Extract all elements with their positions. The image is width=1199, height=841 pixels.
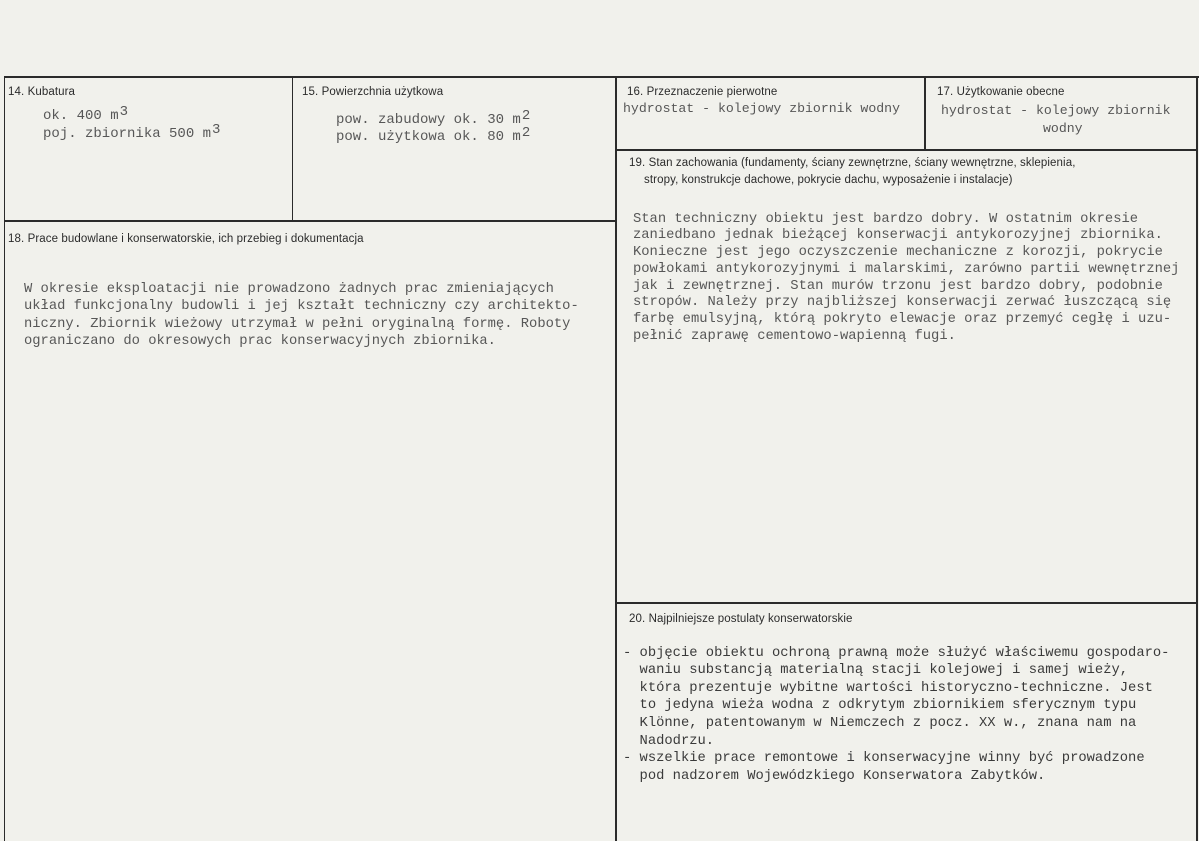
powierzchnia-value-2-text: pow. użytkowa ok. 80 m xyxy=(336,129,521,145)
stan-line: Konieczne jest jego oczyszczenie mechaniczne z korozji, pokrycie xyxy=(633,245,1163,261)
stan-line: stropów. Należy przy najbliższej konserwacji zerwać łuszczącą się xyxy=(633,295,1172,311)
right-border xyxy=(1196,77,1198,841)
uzytkowanie-label: 17. Użytkowanie obecne xyxy=(937,86,1065,98)
postulaty-line: Klönne, patentowanym w Niemczech z pocz. XX w., znana nam na xyxy=(623,715,1137,731)
postulaty-line: która prezentuje wybitne wartości historyczno-techniczne. Jest xyxy=(623,680,1153,696)
stan-line: pełnić zaprawę cementowo-wapienną fugi. xyxy=(633,328,956,344)
top-rule xyxy=(4,76,1199,78)
uzytkowanie-value-2: wodny xyxy=(1043,121,1083,136)
rule-below-19 xyxy=(616,602,1198,604)
stan-line: powłokami antykorozyjnymi i malarskimi, zarówno partii wewnętrznej xyxy=(633,261,1180,277)
powierzchnia-value-1 xyxy=(336,108,531,128)
postulaty-label: 20. Najpilniejsze postulaty konserwatorskie xyxy=(629,613,853,625)
uzytkowanie-value-1: hydrostat - kolejowy zbiornik xyxy=(941,103,1171,118)
powierzchnia-value-1-sup: 2 xyxy=(521,108,531,124)
kubatura-label: 14. Kubatura xyxy=(8,86,76,98)
prace-text xyxy=(24,263,579,386)
przeznaczenie-label: 16. Przeznaczenie pierwotne xyxy=(627,86,778,98)
postulaty-line: to jedyna wieża wodna z odkrytym zbiornikiem sferycznym typu xyxy=(623,698,1137,714)
prace-line: niczny. Zbiornik wieżowy utrzymał w pełni oryginalną formę. Roboty xyxy=(24,316,571,332)
postulaty-line: pod nadzorem Wojewódzkiego Konserwatora Zabytków. xyxy=(623,768,1046,784)
prace-line: W okresie eksploatacji nie prowadzono żadnych prac zmieniających xyxy=(24,281,554,297)
stan-line: farbę emulsyjną, którą pokryto elewacje oraz przemyć cegłę i uzu- xyxy=(633,311,1172,327)
stan-label-line-1: 19. Stan zachowania (fundamenty, ściany zewnętrzne, ściany wewnętrzne, sklepienia, xyxy=(629,157,1076,169)
kubatura-value-1-sup: 3 xyxy=(119,104,129,120)
przeznaczenie-value: hydrostat - kolejowy zbiornik wodny xyxy=(623,101,900,116)
powierzchnia-label: 15. Powierzchnia użytkowa xyxy=(302,86,444,98)
kubatura-value-2 xyxy=(43,122,221,142)
divider-14-15 xyxy=(292,77,293,221)
postulaty-text xyxy=(623,627,1169,821)
prace-line: układ funkcjonalny budowli i jej kształt techniczny czy architekto- xyxy=(24,299,579,314)
left-border xyxy=(4,76,5,841)
stan-line: Stan techniczny obiektu jest bardzo dobry. W ostatnim okresie xyxy=(633,211,1139,227)
prace-line: ograniczano do okresowych prac konserwacyjnych zbiornika. xyxy=(24,334,496,349)
center-divider xyxy=(615,77,617,841)
kubatura-value-2-text: poj. zbiornika 500 m xyxy=(43,126,212,142)
kubatura-value-1-text: ok. 400 m xyxy=(43,108,119,124)
stan-label-line-2: stropy, konstrukcje dachowe, pokrycie dachu, wyposażenie i instalacje) xyxy=(644,174,1013,186)
rule-below-14-15 xyxy=(4,220,616,222)
postulaty-line: - objęcie obiektu ochroną prawną może służyć właściwemu gospodaro- xyxy=(623,645,1170,661)
postulaty-line: Nadodrzu. xyxy=(623,733,715,749)
powierzchnia-value-2 xyxy=(336,125,531,145)
powierzchnia-value-1-text: pow. zabudowy ok. 30 m xyxy=(336,112,521,128)
postulaty-line: - wszelkie prace remontowe i konserwacyjne winny być prowadzone xyxy=(623,751,1145,767)
postulaty-line: waniu substancją materialną stacji kolejowej i samej wieży, xyxy=(623,663,1129,679)
kubatura-value-1 xyxy=(43,104,129,124)
divider-16-17 xyxy=(924,77,926,150)
kubatura-value-2-sup: 3 xyxy=(212,122,221,138)
stan-line: jak i zewnętrznej. Stan murów trzonu jest bardzo dobry, podobnie xyxy=(633,278,1163,294)
powierzchnia-value-2-sup: 2 xyxy=(521,125,531,141)
prace-label: 18. Prace budowlane i konserwatorskie, ich przebieg i dokumentacja xyxy=(8,233,364,245)
stan-text xyxy=(633,195,1179,379)
rule-below-16-17 xyxy=(616,149,1198,151)
stan-line: zaniedbano jednak bieżącej konserwacji antykorozyjnej zbiornika. xyxy=(633,228,1163,244)
